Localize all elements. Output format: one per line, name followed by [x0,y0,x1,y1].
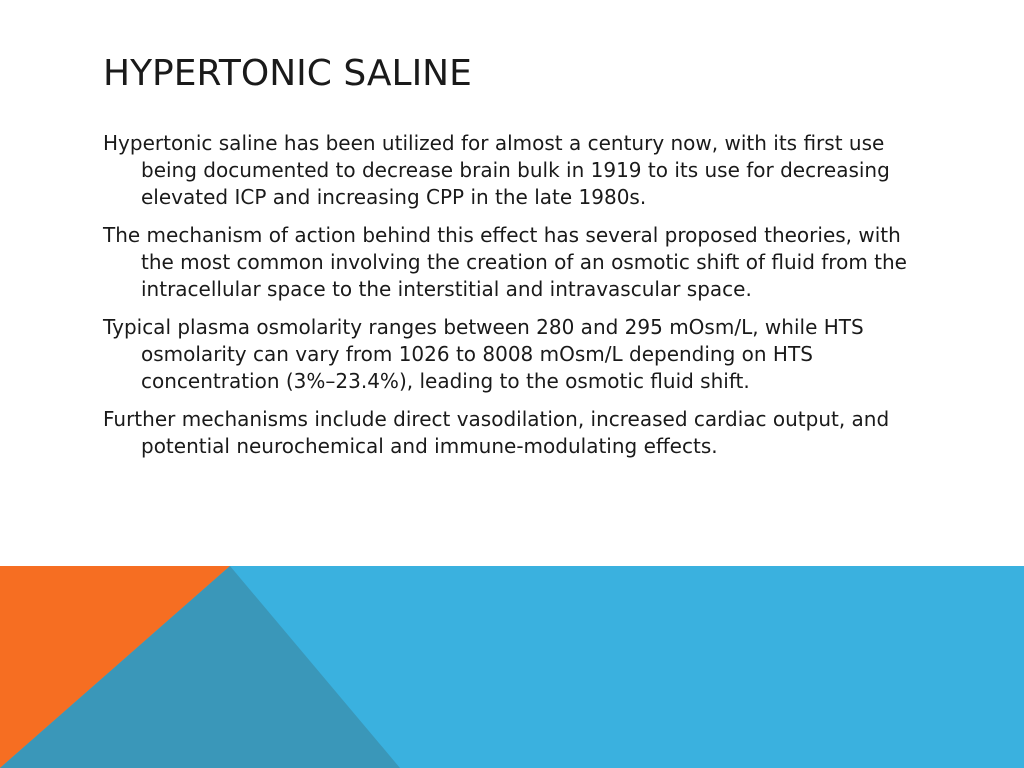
decorative-footer-band [0,566,1024,768]
bullet-item: The mechanism of action behind this effect has several proposed theories, with the most common involving the creation of an osmotic shift of fluid from the intracellular space to the interstitial and intravascular space. [103,223,907,301]
bullet-item: Typical plasma osmolarity ranges between 280 and 295 mOsm/L, while HTS osmolarity can vary from 1026 to 8008 mOsm/L depending on HTS concentration (3%–23.4%), leading to the osmotic fluid shift. [103,315,864,393]
bullet-item: Further mechanisms include direct vasodilation, increased cardiac output, and potential neurochemical and immune-modulating effects. [103,407,890,458]
slide-title: HYPERTONIC SALINE [103,53,472,94]
bullet-list [103,130,933,471]
bullet-item: Hypertonic saline has been utilized for almost a century now, with its first use being documented to decrease brain bulk in 1919 to its use for decreasing elevated ICP and increasing CPP in the late 1980s. [103,131,890,209]
